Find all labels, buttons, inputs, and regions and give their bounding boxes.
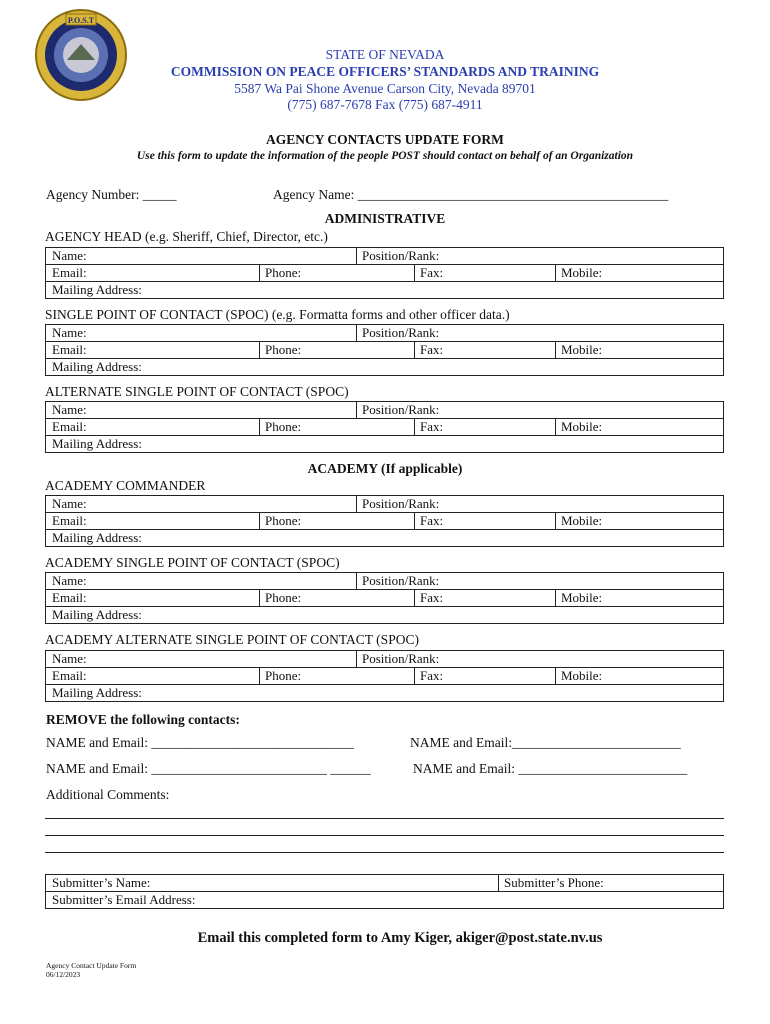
form-title: AGENCY CONTACTS UPDATE FORM bbox=[266, 132, 504, 147]
fax-field[interactable]: Fax: bbox=[420, 590, 444, 605]
position-field[interactable]: Position/Rank: bbox=[362, 651, 440, 666]
name-field[interactable]: Name: bbox=[52, 651, 87, 666]
form-subtitle: Use this form to update the information of the people POST should contact on behalf of an Organization bbox=[136, 150, 634, 162]
fax-field[interactable]: Fax: bbox=[420, 342, 444, 357]
mailing-row bbox=[46, 359, 723, 376]
mailing-address-field[interactable]: Mailing Address: bbox=[52, 359, 142, 374]
contact-row bbox=[46, 419, 723, 436]
mobile-field[interactable]: Mobile: bbox=[561, 668, 603, 683]
mailing-address-field[interactable]: Mailing Address: bbox=[52, 607, 142, 622]
email-field[interactable]: Email: bbox=[52, 590, 87, 605]
academy-spoc-box bbox=[45, 572, 724, 624]
name-row bbox=[46, 573, 723, 590]
alt-spoc-box bbox=[45, 401, 724, 453]
academy-commander-box bbox=[45, 495, 724, 547]
submitter-phone-field[interactable]: Submitter’s Phone: bbox=[504, 875, 604, 890]
section-administrative: ADMINISTRATIVE bbox=[324, 211, 446, 226]
name-field[interactable]: Name: bbox=[52, 248, 87, 263]
mailing-row bbox=[46, 607, 723, 624]
submitter-name-field[interactable]: Submitter’s Name: bbox=[52, 875, 151, 890]
remove-name-email-1[interactable]: NAME and Email: ______________________________ bbox=[46, 735, 354, 750]
position-field[interactable]: Position/Rank: bbox=[362, 248, 440, 263]
position-field[interactable]: Position/Rank: bbox=[362, 325, 440, 340]
agency-number-field[interactable]: Agency Number: _____ bbox=[46, 187, 177, 202]
phone-field[interactable]: Phone: bbox=[265, 590, 302, 605]
group-academy-alt-spoc: ACADEMY ALTERNATE SINGLE POINT OF CONTACT (SPOC) bbox=[45, 632, 419, 647]
name-row bbox=[46, 496, 723, 513]
spoc-box bbox=[45, 324, 724, 376]
group-agency-head: AGENCY HEAD (e.g. Sheriff, Chief, Director, etc.) bbox=[45, 229, 328, 244]
comment-line-2[interactable] bbox=[45, 835, 724, 836]
email-instruction: Email this completed form to Amy Kiger, akiger@post.state.nv.us bbox=[197, 930, 603, 946]
mobile-field[interactable]: Mobile: bbox=[561, 590, 603, 605]
submitter-box bbox=[45, 874, 724, 909]
phone-field[interactable]: Phone: bbox=[265, 342, 302, 357]
group-academy-commander: ACADEMY COMMANDER bbox=[45, 478, 206, 493]
mailing-row bbox=[46, 282, 723, 299]
contact-row bbox=[46, 668, 723, 685]
email-field[interactable]: Email: bbox=[52, 419, 87, 434]
submitter-email-row bbox=[46, 892, 723, 909]
phone-field[interactable]: Phone: bbox=[265, 419, 302, 434]
submitter-email-field[interactable]: Submitter’s Email Address: bbox=[52, 892, 196, 907]
remove-name-email-2[interactable]: NAME and Email:_________________________ bbox=[410, 735, 681, 750]
agency-name-field[interactable]: Agency Name: ______________________________________________ bbox=[273, 187, 669, 202]
name-field[interactable]: Name: bbox=[52, 402, 87, 417]
name-row bbox=[46, 651, 723, 668]
name-field[interactable]: Name: bbox=[52, 496, 87, 511]
contact-row bbox=[46, 590, 723, 607]
header-state: STATE OF NEVADA bbox=[325, 47, 445, 62]
group-spoc: SINGLE POINT OF CONTACT (SPOC) (e.g. Formatta forms and other officer data.) bbox=[45, 307, 510, 322]
contact-row bbox=[46, 265, 723, 282]
footer-form-name: Agency Contact Update Form bbox=[46, 961, 137, 970]
mailing-row bbox=[46, 685, 723, 702]
group-alt-spoc: ALTERNATE SINGLE POINT OF CONTACT (SPOC) bbox=[45, 384, 349, 399]
mobile-field[interactable]: Mobile: bbox=[561, 513, 603, 528]
additional-comments-label: Additional Comments: bbox=[46, 787, 170, 802]
email-field[interactable]: Email: bbox=[52, 513, 87, 528]
remove-heading: REMOVE the following contacts: bbox=[46, 712, 240, 727]
email-field[interactable]: Email: bbox=[52, 668, 87, 683]
comment-line-3[interactable] bbox=[45, 852, 724, 853]
position-field[interactable]: Position/Rank: bbox=[362, 573, 440, 588]
mailing-address-field[interactable]: Mailing Address: bbox=[52, 282, 142, 297]
phone-field[interactable]: Phone: bbox=[265, 668, 302, 683]
header-address: 5587 Wa Pai Shone Avenue Carson City, Nevada 89701 bbox=[234, 81, 536, 96]
mobile-field[interactable]: Mobile: bbox=[561, 419, 603, 434]
phone-field[interactable]: Phone: bbox=[265, 265, 302, 280]
name-row bbox=[46, 248, 723, 265]
seal-text: P.O.S.T bbox=[67, 16, 95, 25]
remove-name-email-3[interactable]: NAME and Email: __________________________ ______ bbox=[46, 761, 371, 776]
mailing-address-field[interactable]: Mailing Address: bbox=[52, 530, 142, 545]
mobile-field[interactable]: Mobile: bbox=[561, 265, 603, 280]
fax-field[interactable]: Fax: bbox=[420, 513, 444, 528]
name-row bbox=[46, 402, 723, 419]
fax-field[interactable]: Fax: bbox=[420, 419, 444, 434]
group-academy-spoc: ACADEMY SINGLE POINT OF CONTACT (SPOC) bbox=[45, 555, 340, 570]
section-academy: ACADEMY (If applicable) bbox=[307, 461, 463, 476]
name-field[interactable]: Name: bbox=[52, 325, 87, 340]
position-field[interactable]: Position/Rank: bbox=[362, 496, 440, 511]
submitter-row bbox=[46, 875, 723, 892]
email-field[interactable]: Email: bbox=[52, 342, 87, 357]
contact-row bbox=[46, 342, 723, 359]
position-field[interactable]: Position/Rank: bbox=[362, 402, 440, 417]
academy-alt-spoc-box bbox=[45, 650, 724, 702]
remove-name-email-4[interactable]: NAME and Email: _________________________ bbox=[413, 761, 688, 776]
mailing-row bbox=[46, 436, 723, 453]
mailing-address-field[interactable]: Mailing Address: bbox=[52, 685, 142, 700]
fax-field[interactable]: Fax: bbox=[420, 265, 444, 280]
footer-date: 06/12/2023 bbox=[46, 970, 81, 979]
mobile-field[interactable]: Mobile: bbox=[561, 342, 603, 357]
comment-line-1[interactable] bbox=[45, 818, 724, 819]
name-field[interactable]: Name: bbox=[52, 573, 87, 588]
header-phones: (775) 687-7678 Fax (775) 687-4911 bbox=[287, 97, 483, 112]
agency-head-box bbox=[45, 247, 724, 299]
fax-field[interactable]: Fax: bbox=[420, 668, 444, 683]
mailing-address-field[interactable]: Mailing Address: bbox=[52, 436, 142, 451]
mailing-row bbox=[46, 530, 723, 547]
email-field[interactable]: Email: bbox=[52, 265, 87, 280]
contact-row bbox=[46, 513, 723, 530]
header-commission: COMMISSION ON PEACE OFFICERS’ STANDARDS AND TRAINING bbox=[170, 64, 600, 79]
name-row bbox=[46, 325, 723, 342]
phone-field[interactable]: Phone: bbox=[265, 513, 302, 528]
